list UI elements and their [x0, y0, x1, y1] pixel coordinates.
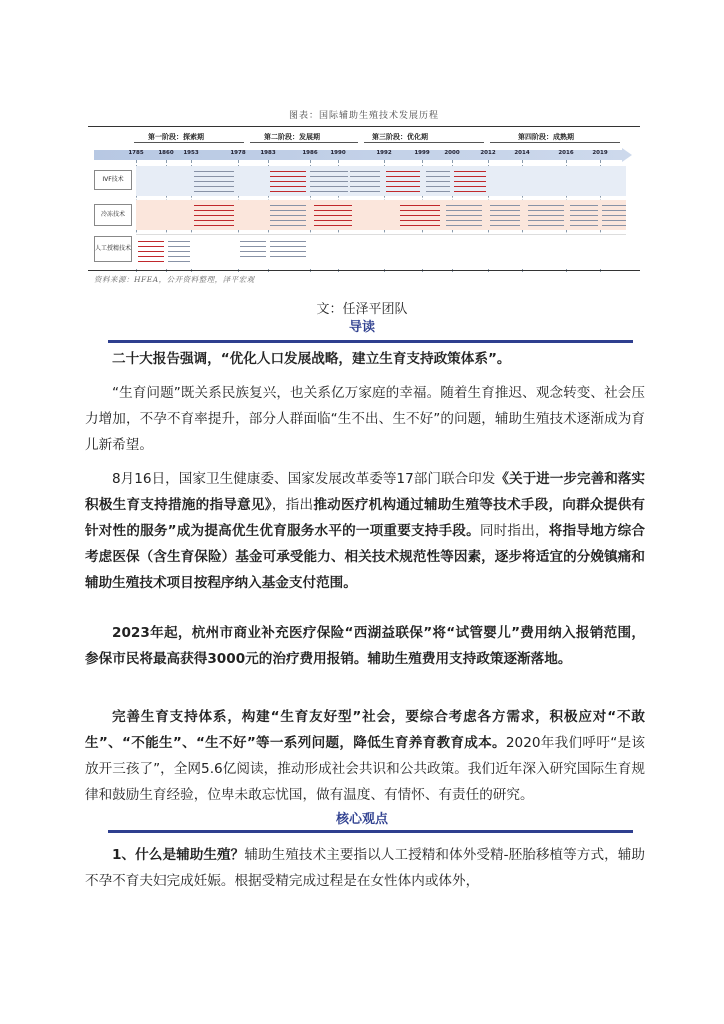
p3-a: 8月16日，国家卫生健康委、国家发展改革委等17部门联合印发	[112, 471, 496, 487]
event-note	[386, 168, 420, 192]
row-label-ai: 人工授精技术	[94, 236, 132, 262]
event-note	[194, 168, 234, 194]
core-p1-text: 辅助生殖技术主要指以人工授精和体外受精-胚胎移植等方式，辅助不孕不育夫妇完成妊娠。根据受精完成过程是在女性体内或体外，	[85, 847, 645, 889]
phase-1: 第一阶段：探索期	[148, 133, 204, 141]
row-label-freeze: 冷冻技术	[94, 204, 132, 226]
figure-title: 图表：国际辅助生殖技术发展历程	[288, 111, 439, 121]
intro-paragraph-2: “生育问题”既关系民族复兴，也关系亿万家庭的幸福。随着生育推迟、观念转变、社会压力增加，不孕不育率提升，部分人群面临“生不出、生不好”的问题，辅助生殖技术逐渐成为育儿新希望。	[85, 385, 645, 453]
event-note	[270, 202, 306, 226]
event-note	[528, 202, 564, 226]
event-note	[314, 202, 352, 226]
intro-paragraph-1	[85, 346, 645, 372]
intro-paragraph-3	[85, 466, 645, 596]
figure-top-rule	[88, 126, 640, 127]
author-line: 文：任泽平团队	[316, 302, 408, 317]
p3-policy-title: 《关于进一步完善和落实积极生育支持措施的指导意见》	[85, 471, 646, 513]
p3-e: 同时指出，	[479, 523, 549, 539]
phase-2: 第二阶段：发展期	[264, 133, 320, 141]
event-note	[400, 202, 440, 226]
figure-source: 资料来源：HFEA，公开资料整理，泽平宏观	[94, 275, 255, 284]
phase-3: 第三阶段：优化期	[372, 133, 428, 141]
year-label: 1999	[414, 150, 430, 156]
year-label: 1860	[158, 150, 174, 156]
event-note	[490, 202, 520, 226]
p3-d: 推动医疗机构通过辅助生殖等技术手段，向群众提供有针对性的服务”成为提高优生优育服务水平的一项重要支持手段。	[85, 497, 646, 539]
year-label: 1785	[128, 150, 144, 156]
event-note	[426, 168, 450, 192]
p5-b: 2020年我们呼吁“是该放开三孩了”，全网5.6亿阅读，推动形成社会共识和公共政策。我们近年深入研究国际生育规律和鼓励生育经验，位卑未敢忘忧国，做有温度、有情怀、有责任的研究。	[85, 735, 645, 803]
row-band-ai	[136, 234, 626, 267]
year-label: 1992	[376, 150, 392, 156]
year-label: 1990	[330, 150, 346, 156]
core-p1-question: 1、什么是辅助生殖？	[112, 847, 245, 863]
year-label: 1953	[183, 150, 199, 156]
section-heading-text: 核心观点	[335, 812, 388, 827]
event-note	[602, 202, 626, 226]
event-note	[446, 202, 482, 226]
event-note	[270, 238, 306, 260]
year-label: 2016	[558, 150, 574, 156]
heading-underline	[108, 830, 633, 833]
event-note	[454, 168, 486, 194]
year-label: 2000	[444, 150, 460, 156]
phase-divider	[250, 142, 358, 143]
phase-divider	[364, 142, 484, 143]
year-label: 1986	[302, 150, 318, 156]
p3-f: 将指导地方综合考虑医保（含生育保险）基金可承受能力、相关技术规范性等因素，逐步将适宜的分娩镇痛和辅助生殖技术项目按程序纳入基金支付范围。	[85, 523, 646, 591]
event-note	[270, 168, 306, 192]
section-heading-intro	[0, 316, 724, 335]
intro-paragraph-4	[85, 620, 645, 672]
year-label: 1978	[230, 150, 246, 156]
event-note	[168, 238, 190, 262]
core-paragraph-1	[85, 842, 645, 894]
event-note	[310, 168, 348, 192]
year-label: 2012	[480, 150, 496, 156]
row-label-ivf: IVF技术	[94, 170, 132, 190]
year-label: 2019	[592, 150, 608, 156]
event-note	[350, 168, 380, 192]
event-note	[194, 202, 234, 226]
timeline-arrow	[622, 148, 632, 162]
event-note	[240, 238, 266, 258]
year-label: 2014	[514, 150, 530, 156]
year-label: 1983	[260, 150, 276, 156]
section-heading-text: 导读	[348, 320, 375, 335]
phase-divider	[490, 142, 620, 143]
figure-bottom-rule	[88, 270, 640, 271]
intro-paragraph-5	[85, 704, 645, 808]
heading-underline	[108, 340, 633, 343]
section-heading-core	[0, 808, 724, 827]
p3-c: ，指出	[271, 497, 314, 513]
event-note	[138, 238, 164, 262]
p4-text: 2023年起，杭州市商业补充医疗保险“西湖益联保”将“试管婴儿”费用纳入报销范围，参保市民将最高获得3000元的治疗费用报销。辅助生殖费用支持政策逐渐落地。	[85, 625, 645, 667]
timeline-figure	[88, 104, 640, 296]
phase-4: 第四阶段：成熟期	[518, 133, 574, 141]
phase-divider	[134, 142, 244, 143]
event-note	[570, 202, 598, 226]
p5-a: 完善生育支持体系，构建“生育友好型”社会，要综合考虑各方需求，积极应对“不敢生”、“不能生”、“生不好”等一系列问题，降低生育养育教育成本。	[85, 709, 645, 751]
intro-p1-text: 二十大报告强调，“优化人口发展战略，建立生育支持政策体系”。	[112, 351, 511, 367]
